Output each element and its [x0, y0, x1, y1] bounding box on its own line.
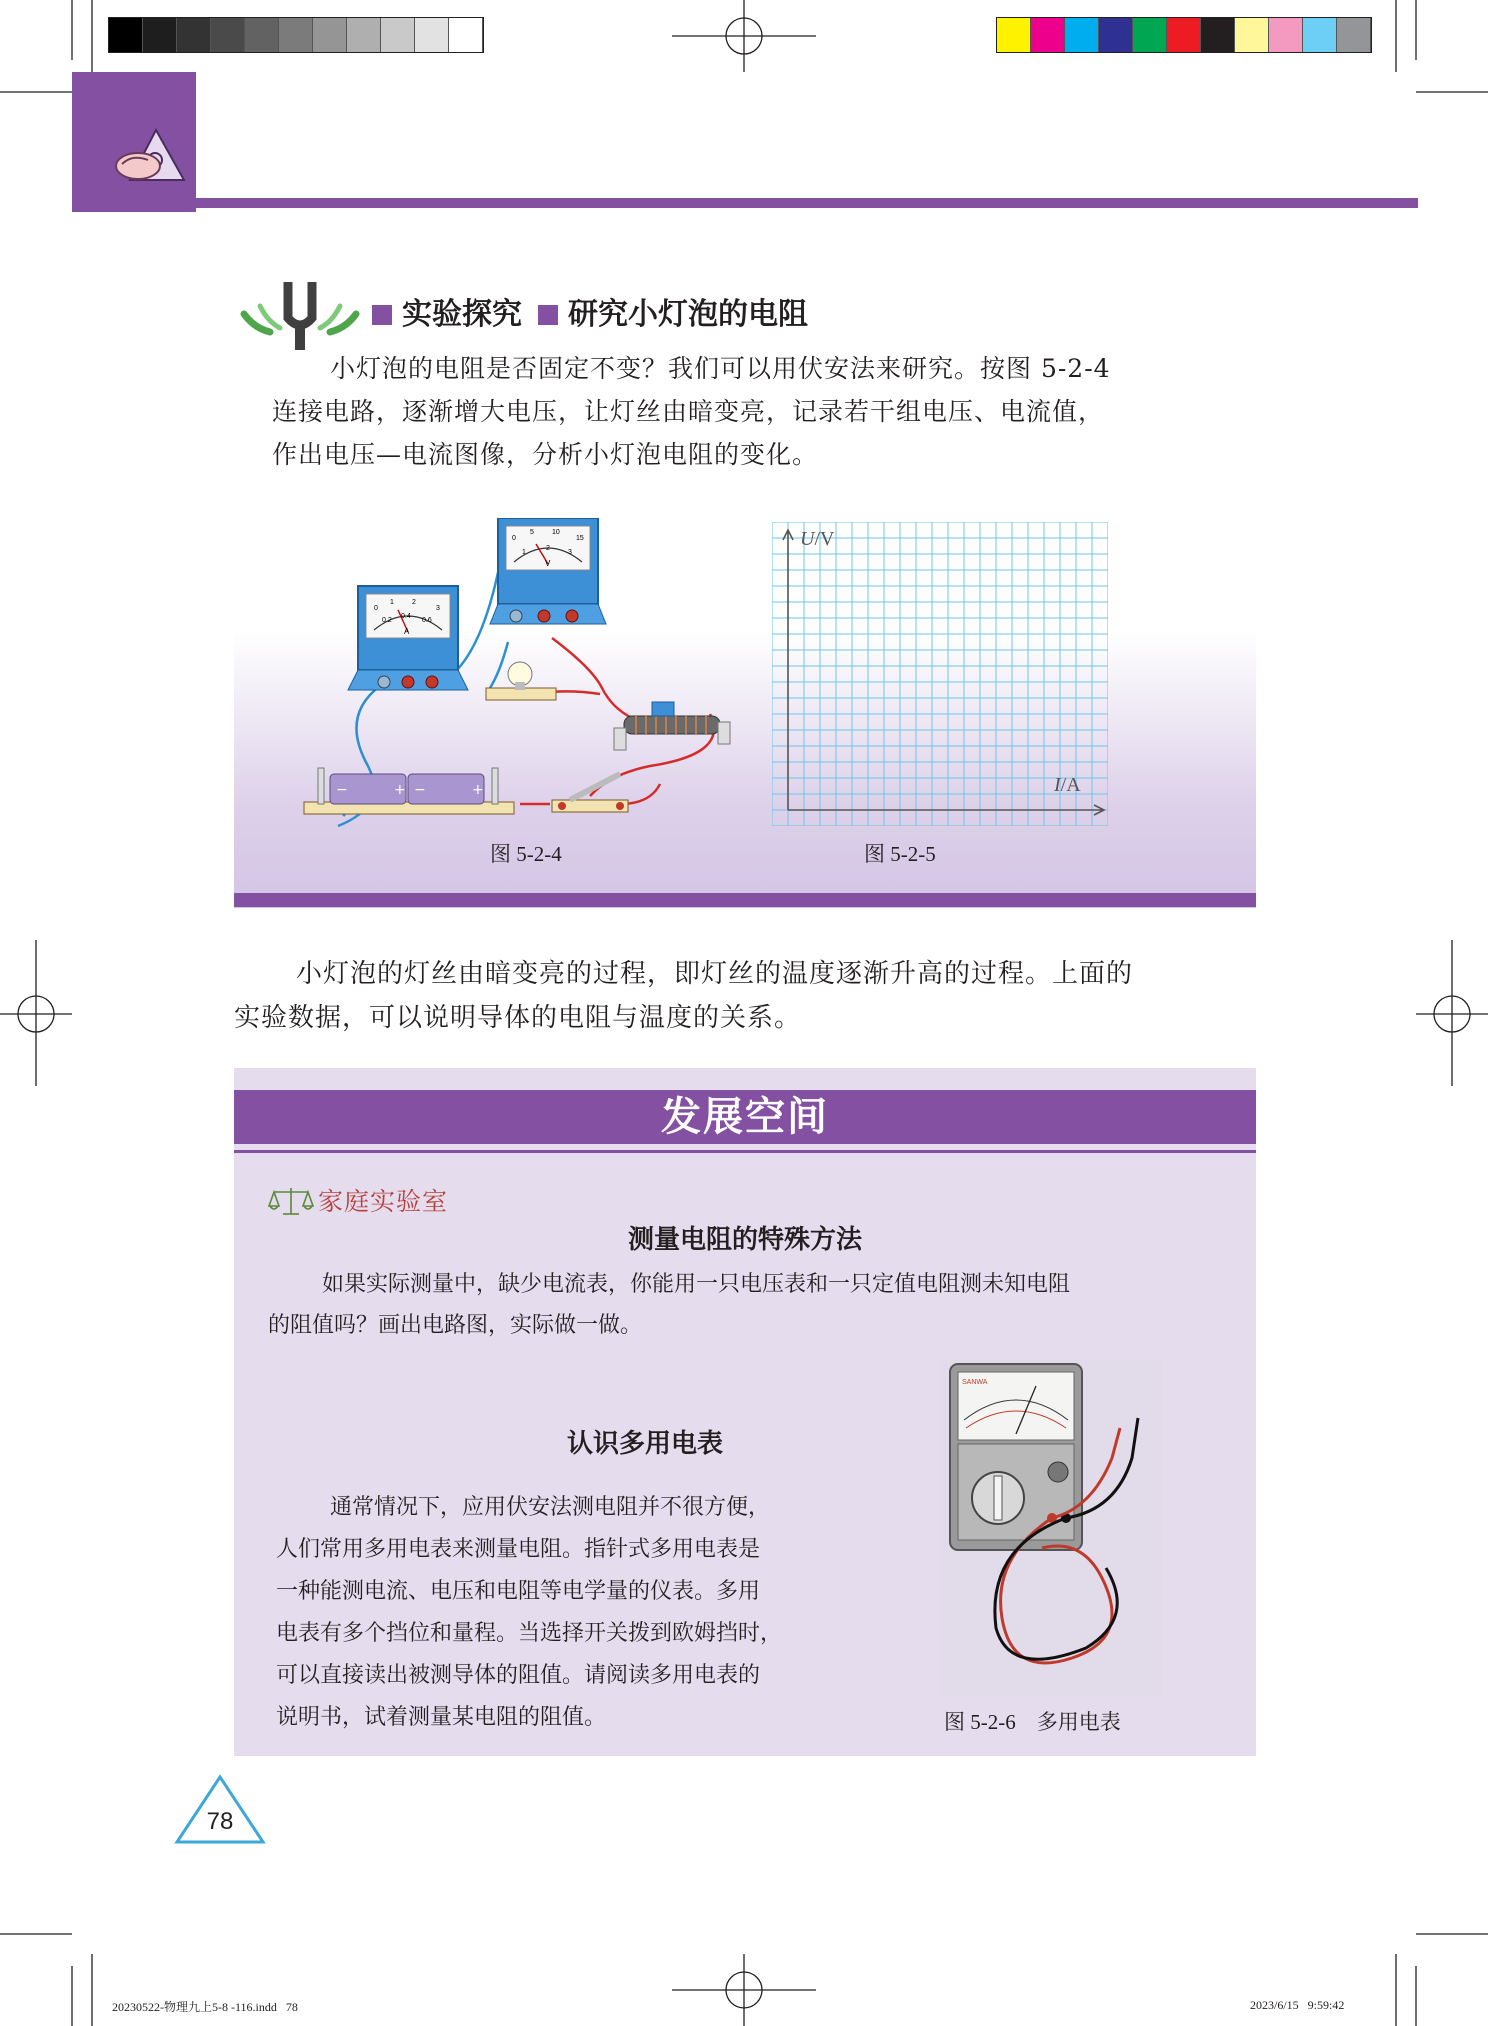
figure-band-bottom-rule — [234, 893, 1256, 907]
sub2-line: 电表有多个挡位和量程。当选择开关拨到欧姆挡时， — [276, 1621, 783, 1646]
voltmeter-unit: V — [545, 559, 551, 568]
header-rule — [196, 198, 1418, 208]
voltmeter-tick: 1 — [522, 549, 526, 556]
tuning-fork-icon — [236, 278, 366, 352]
circuit-illustration — [290, 518, 740, 828]
sub2-paragraph — [276, 1487, 916, 1739]
heading-topic-label: 研究小灯泡的电阻 — [568, 297, 808, 332]
bulb — [486, 662, 556, 700]
svg-text:−: − — [336, 782, 348, 798]
graph-y-axis-label — [800, 528, 834, 551]
voltmeter-tick: 10 — [552, 529, 560, 536]
figure-caption-circuit: 图 5-2-4 — [490, 842, 562, 866]
ammeter-tick: 0.4 — [401, 613, 411, 620]
ammeter-tick: 2 — [412, 599, 416, 606]
voltmeter-tick: 0 — [512, 535, 516, 542]
page-number: 78 — [206, 1808, 234, 1835]
conclusion-paragraph — [234, 952, 1264, 1040]
svg-text:+: + — [394, 782, 406, 798]
conclusion-line: 小灯泡的灯丝由暗变亮的过程，即灯丝的温度逐渐升高的过程。上面的 — [296, 959, 1134, 989]
voltmeter — [490, 518, 606, 624]
heading-square-marker-2 — [538, 305, 558, 325]
ammeter — [348, 586, 468, 690]
meter-brand: SANWA — [962, 1379, 988, 1386]
svg-text:−: − — [414, 782, 426, 798]
balance-scale-icon — [268, 1186, 314, 1216]
sub1-line: 的阻值吗？画出电路图，实际做一做。 — [268, 1313, 643, 1338]
graph-x-symbol: I — [1054, 774, 1061, 796]
graph-y-unit: /V — [814, 528, 835, 550]
panel-title-rule — [234, 1150, 1256, 1153]
intro-line: 连接电路，逐渐增大电压，让灯丝由暗变亮，记录若干组电压、电流值， — [272, 397, 1105, 426]
ammeter-tick: 0.2 — [382, 617, 392, 624]
panel-title: 发展空间 — [661, 1094, 829, 1140]
multimeter-photo — [940, 1360, 1162, 1696]
sub1-paragraph — [268, 1264, 1228, 1346]
heading-square-marker — [372, 305, 392, 325]
heading-experiment-label: 实验探究 — [402, 297, 522, 332]
figure-caption-graph: 图 5-2-5 — [864, 842, 936, 866]
footer-datetime: 2023/6/15 9:59:42 — [1250, 1998, 1345, 2012]
svg-text:+: + — [472, 782, 484, 798]
x-axis — [788, 805, 1104, 815]
sub2-line: 说明书，试着测量某电阻的阻值。 — [276, 1705, 607, 1730]
voltmeter-tick: 5 — [530, 529, 534, 536]
ammeter-tick: 0.6 — [422, 617, 432, 624]
sub2-line: 一种能测电流、电压和电阻等电学量的仪表。多用 — [276, 1579, 761, 1604]
sub2-line: 通常情况下，应用伏安法测电阻并不很方便， — [330, 1495, 771, 1520]
voltmeter-tick: 2 — [546, 545, 550, 552]
ammeter-tick: 0 — [374, 605, 378, 612]
ammeter-tick: 1 — [390, 599, 394, 606]
knife-switch — [552, 774, 628, 812]
voltmeter-tick: 15 — [576, 535, 584, 542]
battery-pack — [304, 768, 514, 814]
section-heading — [372, 290, 808, 340]
multimeter-caption: 图 5-2-6 多用电表 — [944, 1710, 1121, 1734]
graph-x-axis-label — [1054, 774, 1081, 797]
sub2-line: 人们常用多用电表来测量电阻。指针式多用电表是 — [276, 1537, 761, 1562]
sub2-line: 可以直接读出被测导体的阻值。请阅读多用电表的 — [276, 1663, 761, 1688]
intro-line: 小灯泡的电阻是否固定不变？我们可以用伏安法来研究。按图 5-2-4 — [330, 354, 1111, 383]
intro-line: 作出电压—电流图像，分析小灯泡电阻的变化。 — [272, 440, 819, 469]
ammeter-unit: A — [404, 627, 410, 636]
sub1-line: 如果实际测量中，缺少电流表，你能用一只电压表和一只定值电阻测未知电阻 — [322, 1272, 1071, 1297]
sub2-title: 认识多用电表 — [566, 1429, 723, 1459]
graph-x-unit: /A — [1060, 774, 1081, 796]
home-lab-tag: 家庭实验室 — [318, 1187, 449, 1216]
y-axis — [783, 530, 793, 810]
conclusion-line: 实验数据，可以说明导体的电阻与温度的关系。 — [234, 1003, 802, 1033]
footer-file-slug: 20230522-物理九上5-8 -116.indd 78 — [112, 2000, 298, 2014]
intro-paragraph — [272, 347, 1252, 476]
rheostat — [614, 702, 730, 750]
voltmeter-tick: 3 — [568, 549, 572, 556]
ammeter-tick: 3 — [436, 605, 440, 612]
graph-y-symbol: U — [800, 528, 815, 550]
sub1-title: 测量电阻的特殊方法 — [627, 1225, 862, 1255]
physics-logo-icon — [108, 124, 188, 188]
